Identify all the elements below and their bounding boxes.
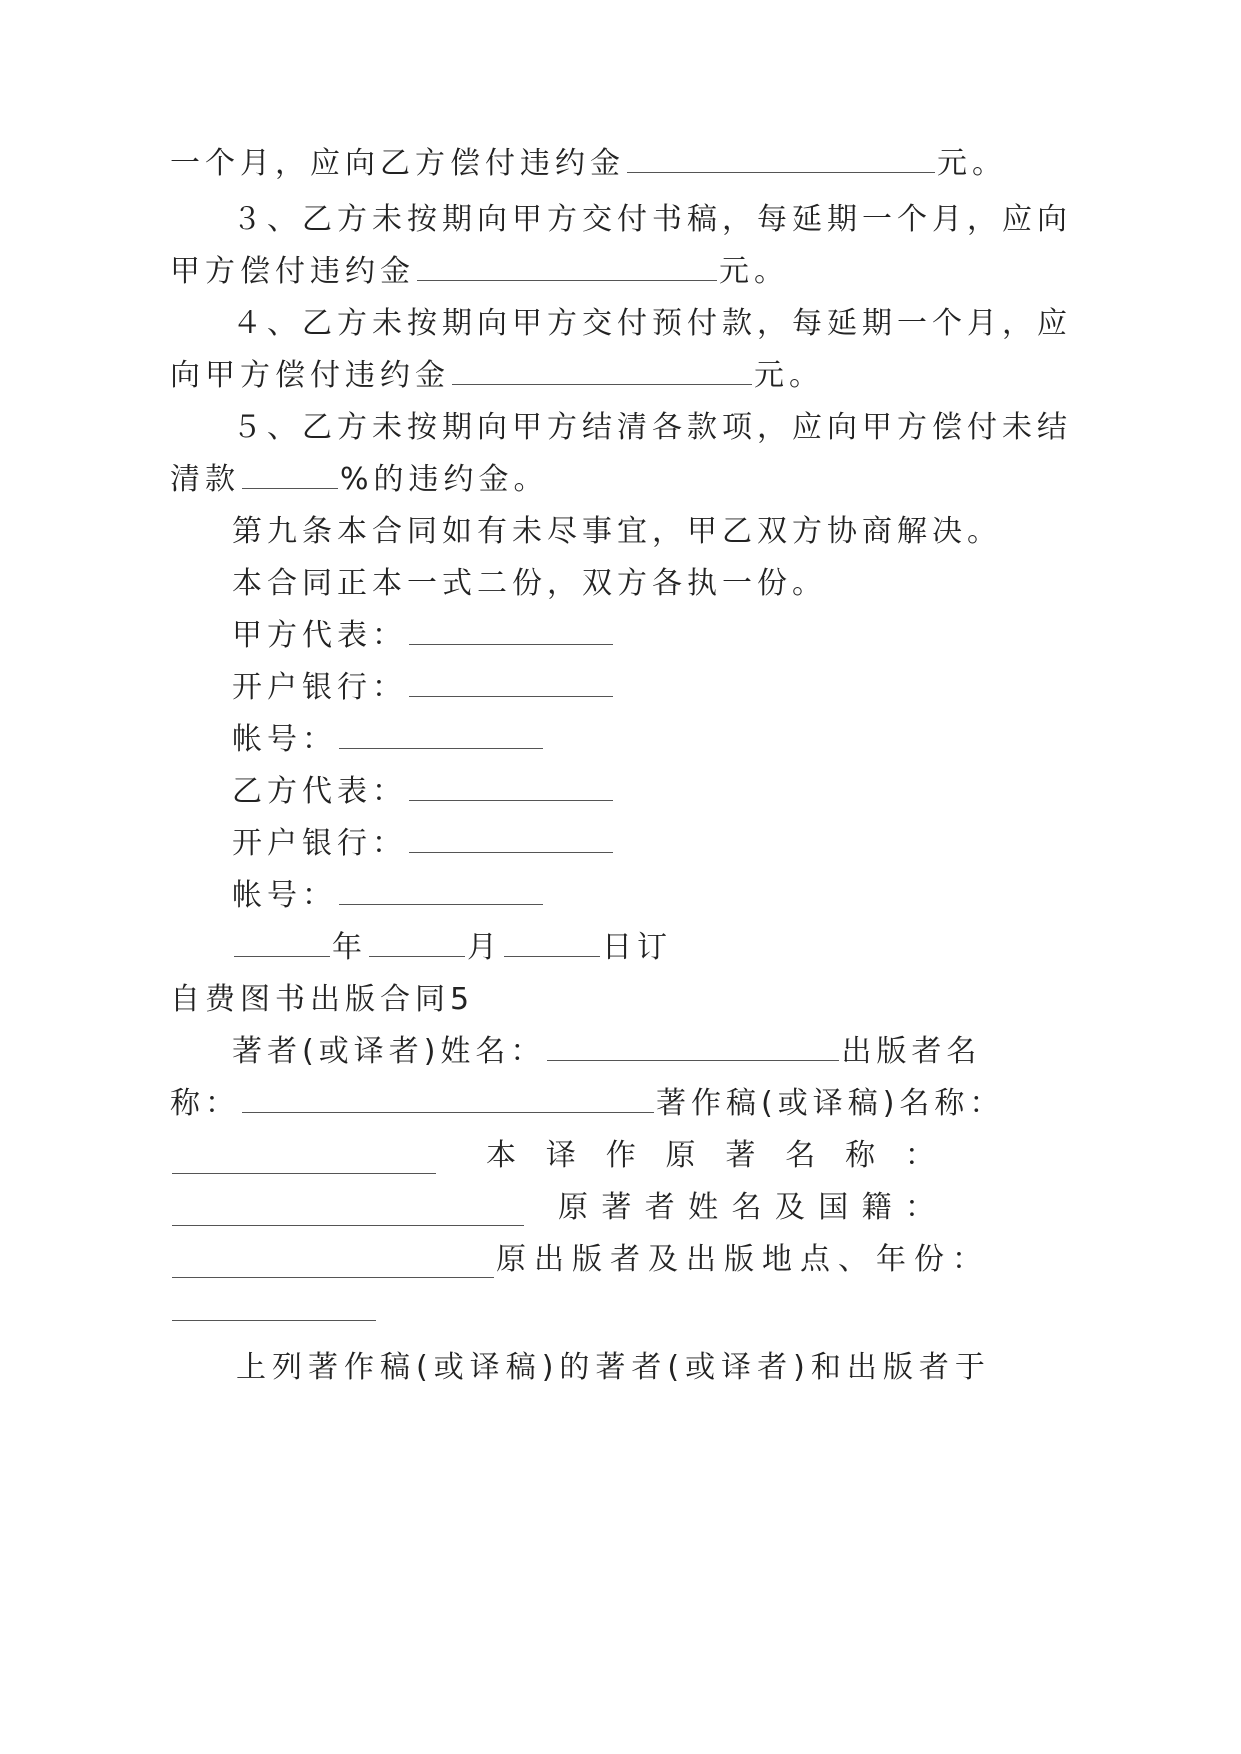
- text: 元。: [754, 358, 824, 393]
- copies-line: [232, 566, 827, 602]
- label-char: 作: [605, 1138, 641, 1173]
- clause-3-line-1: [232, 202, 1072, 238]
- contract-5-title: [170, 982, 474, 1018]
- text: 本合同正本一式二份，双方各执一份。: [232, 566, 827, 601]
- text: 自费图书出版合同5: [170, 982, 475, 1017]
- label-char: 名: [731, 1190, 767, 1225]
- clause-5-line-1: [232, 410, 1072, 446]
- label-char: 译: [545, 1138, 581, 1173]
- label-char: 著: [601, 1190, 637, 1225]
- text: 月: [467, 930, 502, 965]
- original-author-blank: [172, 1251, 494, 1278]
- publisher-field: [170, 1086, 656, 1122]
- label: 帐号：: [232, 878, 337, 913]
- label: 甲方代表：: [232, 618, 407, 653]
- amount-blank: [627, 146, 935, 173]
- original-title-line: [170, 1138, 940, 1174]
- label: 开户银行：: [232, 826, 407, 861]
- label-char: 著: [725, 1138, 761, 1173]
- label-char: 原: [665, 1138, 701, 1173]
- text: 清款: [170, 462, 240, 497]
- final-paragraph-line: [236, 1350, 991, 1386]
- text: 一个月，应向乙方偿付违约金: [170, 146, 625, 181]
- label-char: ：: [904, 1138, 940, 1173]
- label: 开户银行：: [232, 670, 407, 705]
- label-char: 称: [845, 1138, 881, 1173]
- original-publisher-label: 原出版者及出版地点、年份：: [496, 1242, 990, 1277]
- label-char: ：: [905, 1190, 940, 1225]
- signature-blank: [409, 774, 613, 801]
- original-author-line: [170, 1190, 940, 1226]
- text: 日订: [602, 930, 672, 965]
- text: ３、乙方未按期向甲方交付书稿，每延期一个月，应向: [232, 202, 1072, 237]
- label: 出版者名: [841, 1034, 982, 1069]
- label-char: 本: [486, 1138, 521, 1173]
- signature-blank: [409, 618, 613, 645]
- text: 元。: [937, 146, 1007, 181]
- clause-4-line-2: [170, 358, 824, 394]
- party-a-bank: [232, 670, 615, 706]
- label: 称：: [170, 1086, 240, 1121]
- label-char: 籍: [861, 1190, 897, 1225]
- original-title-label: [486, 1138, 940, 1174]
- party-a-representative: [232, 618, 615, 654]
- clause-3-line-2: [170, 254, 789, 290]
- account-blank: [339, 722, 543, 749]
- clause-5-line-2: [170, 462, 549, 498]
- work-title-blank: [172, 1147, 436, 1174]
- text: 向甲方偿付违约金: [170, 358, 450, 393]
- party-b-account: [232, 878, 545, 914]
- label-char: 名: [785, 1138, 821, 1173]
- signing-date: [232, 930, 672, 966]
- text: 元。: [719, 254, 789, 289]
- label-char: 国: [818, 1190, 854, 1225]
- text: ５、乙方未按期向甲方结清各款项，应向甲方偿付未结: [232, 410, 1072, 445]
- text: 年: [332, 930, 367, 965]
- percent-blank: [242, 462, 338, 489]
- text: 上列著作稿(或译稿)的著者(或译者)和出版者于: [236, 1350, 991, 1385]
- label: 乙方代表：: [232, 774, 407, 809]
- text: 甲方偿付违约金: [170, 254, 415, 289]
- author-name-line: [232, 1034, 982, 1070]
- original-publisher-blank: [172, 1294, 376, 1321]
- clause-4-line-1: [232, 306, 1072, 342]
- label: 著者(或译者)姓名：: [232, 1034, 546, 1069]
- text: ４、乙方未按期向甲方交付预付款，每延期一个月，应: [232, 306, 1072, 341]
- amount-blank: [417, 254, 717, 281]
- label-char: 原: [558, 1190, 593, 1225]
- label: 帐号：: [232, 722, 337, 757]
- original-publisher-line: [170, 1242, 990, 1278]
- party-b-bank: [232, 826, 615, 862]
- text: 第九条本合同如有未尽事宜，甲乙双方协商解决。: [232, 514, 1002, 549]
- day-blank: [504, 930, 600, 957]
- month-blank: [369, 930, 465, 957]
- text: %的违约金。: [340, 462, 549, 497]
- publisher-name-line: [170, 1086, 1005, 1122]
- label-char: 者: [644, 1190, 680, 1225]
- original-publisher-blank-line: [170, 1294, 378, 1330]
- original-author-label: [558, 1190, 940, 1226]
- label-char: 姓: [688, 1190, 724, 1225]
- account-blank: [339, 878, 543, 905]
- bank-blank: [409, 826, 613, 853]
- article-9: [232, 514, 1002, 550]
- bank-blank: [409, 670, 613, 697]
- author-field: [232, 1034, 841, 1070]
- publisher-blank: [242, 1086, 654, 1113]
- label: 著作稿(或译稿)名称：: [656, 1086, 1005, 1121]
- year-blank: [234, 930, 330, 957]
- original-title-blank: [172, 1199, 524, 1226]
- amount-blank: [452, 358, 752, 385]
- author-blank: [547, 1034, 839, 1061]
- party-a-account: [232, 722, 545, 758]
- penalty-line-1: [170, 146, 1007, 182]
- party-b-representative: [232, 774, 615, 810]
- label-char: 及: [774, 1190, 810, 1225]
